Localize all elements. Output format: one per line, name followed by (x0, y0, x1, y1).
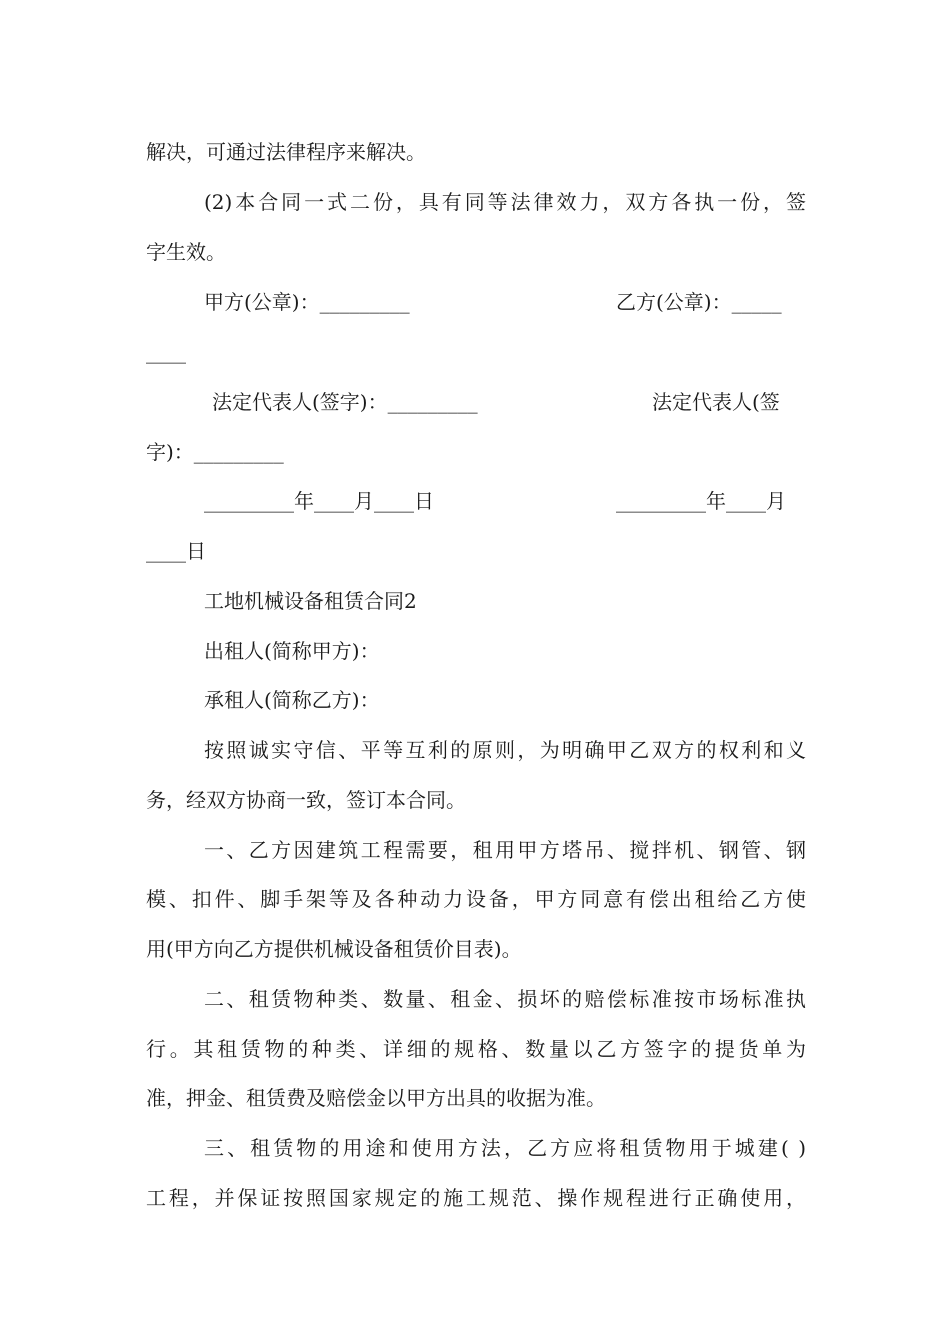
lessor-line: 出租人(简称甲方)： (204, 639, 380, 663)
lessee-line: 承租人(简称乙方)： (204, 688, 380, 712)
party-b-date-line: _________年____月 (616, 489, 786, 513)
party-a-date-line: _________年____月____日 (204, 489, 434, 513)
text-line: 一、乙方因建筑工程需要，租用甲方塔吊、搅拌机、钢管、钢 (204, 838, 806, 862)
text-line: 准，押金、租赁费及赔偿金以甲方出具的收据为准。 (146, 1086, 606, 1110)
text-line: 务，经双方协商一致，签订本合同。 (146, 788, 466, 812)
text-line: 三、租赁物的用途和使用方法，乙方应将租赁物用于城建( ) (204, 1136, 806, 1160)
party-b-representative-line: 法定代表人(签 (652, 390, 780, 414)
text-line: 解决，可通过法律程序来解决。 (146, 140, 426, 164)
text-line: 二、租赁物种类、数量、租金、损坏的赔偿标准按市场标准执 (204, 987, 806, 1011)
text-line: 字)：_________ (146, 440, 284, 464)
text-line: 工程，并保证按照国家规定的施工规范、操作规程进行正确使用， (146, 1186, 806, 1210)
text-line: 用(甲方向乙方提供机械设备租赁价目表)。 (146, 937, 522, 961)
section-title: 工地机械设备租赁合同2 (204, 589, 417, 613)
text-line: 行。其租赁物的种类、详细的规格、数量以乙方签字的提货单为 (146, 1037, 806, 1061)
text-line: 字生效。 (146, 240, 226, 264)
party-a-representative-line: 法定代表人(签字)：_________ (212, 390, 478, 414)
party-a-seal-line: 甲方(公章)：_________ (204, 290, 410, 314)
text-line: 模、扣件、脚手架等及各种动力设备，甲方同意有偿出租给乙方使 (146, 887, 806, 911)
party-b-seal-line: 乙方(公章)：_____ (616, 290, 782, 314)
text-line: ____ (146, 340, 186, 364)
text-line: (2)本合同一式二份，具有同等法律效力，双方各执一份，签 (204, 190, 806, 214)
text-line: 按照诚实守信、平等互利的原则，为明确甲乙双方的权利和义 (204, 738, 806, 762)
text-line: ____日 (146, 539, 206, 563)
